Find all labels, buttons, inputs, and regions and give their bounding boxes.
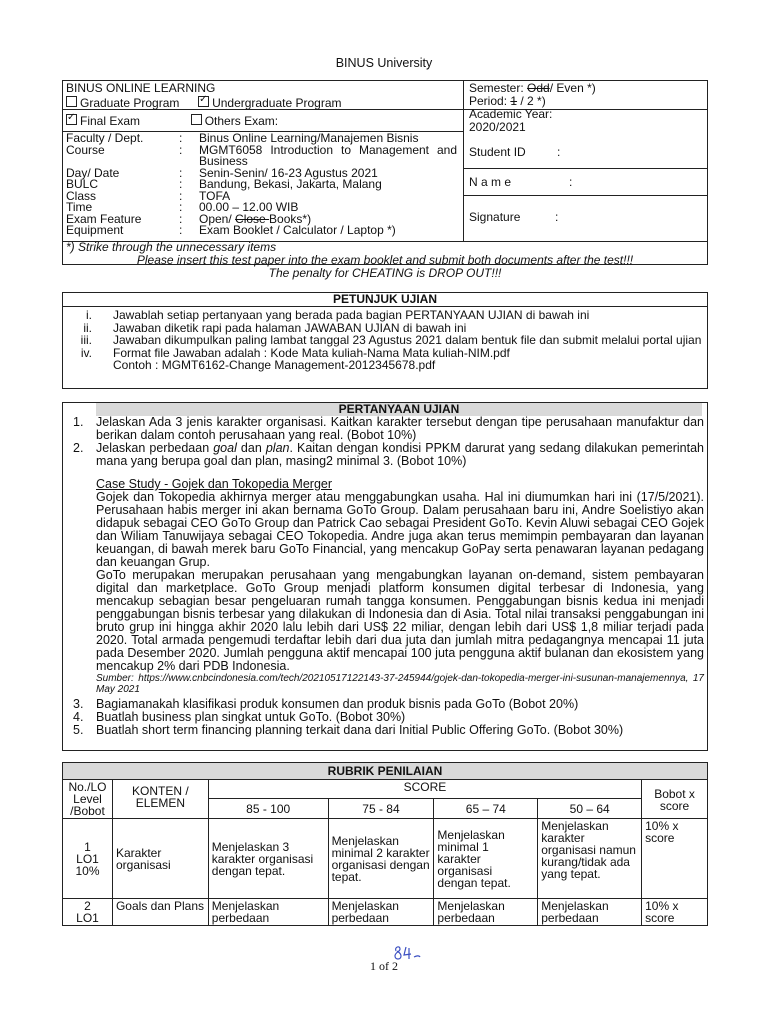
final-exam-label: Final Exam: [80, 114, 141, 128]
info-row-date: Day/ Date : Senin-Senin/ 16-23 Agustus 2021: [66, 165, 378, 180]
questions-title: PERTANYAAN UJIAN: [96, 403, 702, 416]
rubric-row-1-score-2: Menjelaskan minimal 2 karakter organisasi dengan tepat.: [328, 819, 434, 899]
question-5: 5. Buatlah short term financing planning terkait dana dari Initial Public Offering GoTo. (Bobot 30%): [73, 723, 624, 737]
score-range: 75 - 84: [328, 799, 434, 819]
period-line: Period: 1 / 2 *): [469, 93, 546, 108]
score-range: 65 – 74: [434, 799, 538, 819]
case-study-paragraph-1: Gojek dan Tokopedia akhirnya merger atau menggabungkan usaha. Hal ini diumumkan hari ini (17/5/2021). Perusahaan habis merger ini akan bernama GoTo Group. Dalam perusahaan baru ini, Andre Soelistiyo akan didapuk sebagai CEO GoTo Group dan Patrick Cao sebagai President GoTo. Kevin Aluwi sebagai CEO Gojek dan Wiliam Tanuwijaya sebagai CEO Tokopedia. Andre juga akan terus memimpin pembayaran dan layanan keuangan, di bawah merek baru GoTo Financial, yang mencakup GoPay serta penawaran layanan pedagang dan keuangan Grup.: [96, 490, 704, 569]
info-row-time: Time : 00.00 – 12.00 WIB: [66, 200, 299, 214]
academic-year-value: 2020/2021: [469, 119, 526, 134]
rubric-row-2-score-3: Menjelaskan perbedaan: [434, 899, 538, 926]
info-row-faculty: Faculty / Dept. : Binus Online Learning/Manajemen Bisnis: [66, 131, 419, 145]
question-4: 4. Buatlah business plan singkat untuk GoTo. (Bobot 30%): [73, 710, 406, 724]
signature-label: Signature: [469, 210, 521, 224]
instructions-title: PETUNJUK UJIAN: [63, 293, 707, 307]
rubric-row-1-score-4: Menjelaskan karakter organisasi namun kurang/tidak ada yang tepat.: [538, 819, 642, 899]
case-study-source: Sumber: https://www.cnbcindonesia.com/tech/20210517122143-37-245944/gojek-dan-tokopedia-merger-ini-susunan-manajemennya, 17 May 2021: [96, 673, 704, 695]
graduate-label: Graduate Program: [80, 95, 180, 110]
case-study-title: Case Study - Gojek dan Tokopedia Merger: [96, 477, 333, 491]
exam-info-list: [66, 133, 458, 237]
questions-body: [64, 416, 704, 737]
semester-line: Semester: Odd/ Even *): [469, 81, 596, 95]
question-1: 1. Jelaskan Ada 3 jenis karakter organisasi. Kaitkan karakter tersebut dengan tipe perusahaan manufaktur dan berikan dalam contoh perusahaan yang real. (Bobot 10%): [73, 415, 704, 442]
signature-field[interactable]: Signature :: [469, 210, 559, 224]
instruction-item: ii. Jawaban diketik rapi pada halaman JAWABAN UJIAN di bawah ini: [83, 320, 467, 335]
others-exam-label: Others Exam:: [204, 114, 279, 128]
exam-notice: Please insert this test paper into the exam booklet and submit both documents after the test!!! The penalty for CHEATING is DROP OUT!!!: [136, 253, 634, 280]
rubric-row-2-score-2: Menjelaskan perbedaan: [328, 899, 434, 926]
instruction-item: iii. Jawaban dikumpulkan paling lambat tanggal 23 Agustus 2021 dalam bentuk file dan submit melalui portal ujian: [80, 333, 702, 347]
instruction-item: iv. Format file Jawaban adalah : Kode Mata kuliah-Nama Mata kuliah-NIM.pdf: [80, 345, 510, 360]
rubric-row-1-content: Karakter organisasi: [112, 819, 208, 899]
graduate-checkbox[interactable]: [66, 96, 77, 107]
rubric-table: [62, 762, 708, 926]
info-row-equipment: Equipment : Exam Booklet / Calculator / Laptop *): [66, 223, 396, 237]
rubric-row-2-content: Goals dan Plans: [112, 899, 208, 926]
rubric-row-2-score-4: Menjelaskan perbedaan: [538, 899, 642, 926]
rubric-col-bobot: Bobot x score: [642, 780, 708, 819]
info-row-bulc: BULC : Bandung, Bekasi, Jakarta, Malang: [66, 177, 382, 191]
rubric-row-1-score-1: Menjelaskan 3 karakter organisasi dengan tepat.: [208, 819, 328, 899]
instruction-item: i. Jawablah setiap pertanyaan yang berada pada bagian PERTANYAAN UJIAN di bawah ini: [86, 308, 590, 322]
academic-year-label: Academic Year:: [469, 107, 553, 121]
score-range: 85 - 100: [208, 799, 328, 819]
university-title: BINUS University: [335, 56, 433, 70]
case-study: [64, 478, 704, 695]
info-row-class: Class : TOFA: [66, 188, 231, 203]
name-label: N a m e: [469, 175, 512, 189]
instructions-list: [66, 309, 702, 372]
instruction-example: Contoh : MGMT6162-Change Management-2012345678.pdf: [113, 358, 436, 372]
question-3: 3. Bagiamanakah klasifikasi produk konsumen dan produk bisnis pada GoTo (Bobot 20%): [73, 697, 579, 711]
info-row-course: Course : MGMT6058 Introduction to Management and Business: [66, 142, 457, 168]
rubric-row-1-score-3: Menjelaskan minimal 1 karakter organisasi dengan tepat.: [434, 819, 538, 899]
rubric-col-content: KONTEN / ELEMEN: [112, 780, 208, 819]
rubric-row-2-lo: 2 LO1: [63, 899, 113, 926]
rubric-row-2-bobot: 10% x score: [642, 899, 708, 926]
name-field[interactable]: N a m e :: [469, 175, 573, 189]
strike-note: *) Strike through the unnecessary items: [66, 240, 277, 254]
student-id-field[interactable]: Student ID :: [469, 145, 561, 159]
final-exam-checkbox[interactable]: [66, 114, 77, 125]
exam-type-block: [66, 114, 458, 128]
case-study-paragraph-2: GoTo merupakan merupakan perusahaan yang mengabungkan layanan on-demand, sistem pembayaran digital dan marketplace. GoTo Group menjadi platform konsumen digital terbesar di Indonesia, yang mencakup sebagian besar pengeluaran rumah tangga konsumen. Penggabungan bisnis kedua ini menjadi penggabungan bisnis terbesar yang dilakukan di Indonesia dan di Asia. Total nilai transaksi penggabungan ini bruto grup ini hingga akhir 2020 lalu lebih dari US$ 22 miliar, dengan lebih dari US$ 1,8 miliar terjadi pada 2020. Total armada pengemudi terdaftar lebih dari dua juta dan jumlah mitra pedagangnya mencapai 11 juta pada Desember 2020. Jumlah pengguna aktif mencapai 100 juta pengguna aktif bulanan dan ekosistem yang mencakup 2% dari PDB Indonesia.: [96, 568, 704, 673]
rubric-row-1-lo: 1 LO1 10%: [63, 819, 113, 899]
rubric-col-lo: No./LO Level /Bobot: [63, 780, 113, 819]
rubric-row-2-score-1: Menjelaskan perbedaan: [208, 899, 328, 926]
handwritten-mark: [392, 943, 426, 967]
student-id-label: Student ID: [469, 145, 526, 159]
others-exam-checkbox[interactable]: [191, 114, 202, 125]
rubric-row-1-bobot: 10% x score: [642, 819, 708, 899]
rubric-title: RUBRIK PENILAIAN: [63, 763, 708, 780]
program-block: [66, 82, 458, 109]
score-range: 50 – 64: [538, 799, 642, 819]
undergraduate-checkbox[interactable]: [198, 96, 209, 107]
question-2: 2. Jelaskan perbedaan goal dan plan. Kaitan dengan kondisi PPKM darurat yang sedang dilakukan pemerintah mana yang berupa goal dan plan, masing2 minimal 3. (Bobot 10%): [73, 441, 704, 468]
program-title: BINUS ONLINE LEARNING: [66, 81, 216, 95]
academic-year-block: [469, 108, 705, 133]
page-number: 1 of 2: [370, 959, 398, 973]
info-row-exam-feature: Exam Feature : Open/ Close Books*): [66, 211, 312, 226]
undergraduate-label: Undergraduate Program: [212, 95, 342, 110]
rubric-col-score: SCORE: [208, 780, 641, 799]
semester-block: [469, 82, 705, 107]
